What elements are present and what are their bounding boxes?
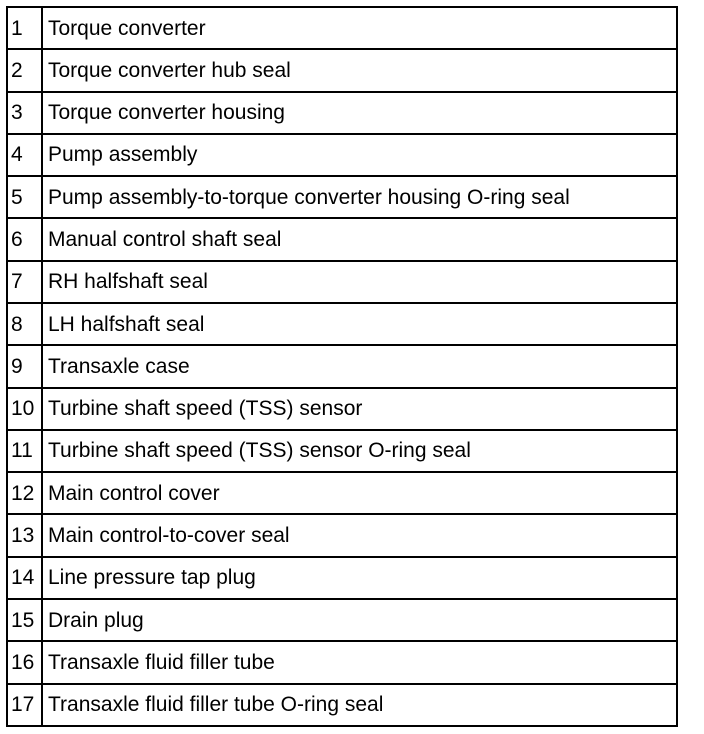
table-row <box>7 514 677 556</box>
item-number: 14 <box>7 557 42 599</box>
table-row <box>7 684 677 727</box>
item-description: Torque converter <box>42 7 677 49</box>
item-description: Torque converter housing <box>42 92 677 134</box>
item-number: 4 <box>7 134 42 176</box>
item-number: 15 <box>7 599 42 641</box>
item-number: 16 <box>7 641 42 683</box>
item-number: 12 <box>7 472 42 514</box>
table-row <box>7 345 677 387</box>
item-description: Main control cover <box>42 472 677 514</box>
item-description: LH halfshaft seal <box>42 303 677 345</box>
item-description: Transaxle fluid filler tube <box>42 641 677 683</box>
item-description: Pump assembly <box>42 134 677 176</box>
item-number: 8 <box>7 303 42 345</box>
table-row <box>7 218 677 260</box>
table-row <box>7 303 677 345</box>
item-number: 1 <box>7 7 42 49</box>
item-description: Pump assembly-to-torque converter housing O-ring seal <box>42 176 677 218</box>
item-description: Turbine shaft speed (TSS) sensor <box>42 388 677 430</box>
item-description: Transaxle fluid filler tube O-ring seal <box>42 684 677 727</box>
item-number: 11 <box>7 430 42 472</box>
item-number: 17 <box>7 684 42 727</box>
item-description: Manual control shaft seal <box>42 218 677 260</box>
item-number: 5 <box>7 176 42 218</box>
parts-legend-body <box>7 7 677 726</box>
table-row <box>7 49 677 91</box>
table-row <box>7 599 677 641</box>
table-row <box>7 472 677 514</box>
table-row <box>7 176 677 218</box>
table-row <box>7 134 677 176</box>
item-number: 2 <box>7 49 42 91</box>
item-number: 6 <box>7 218 42 260</box>
table-row <box>7 641 677 683</box>
item-description: Line pressure tap plug <box>42 557 677 599</box>
item-number: 10 <box>7 388 42 430</box>
parts-legend-table <box>6 6 678 727</box>
item-number: 3 <box>7 92 42 134</box>
table-row <box>7 430 677 472</box>
table-row <box>7 388 677 430</box>
item-description: Turbine shaft speed (TSS) sensor O-ring seal <box>42 430 677 472</box>
table-row <box>7 92 677 134</box>
item-description: Drain plug <box>42 599 677 641</box>
table-row <box>7 261 677 303</box>
table-row <box>7 7 677 49</box>
item-description: RH halfshaft seal <box>42 261 677 303</box>
item-number: 13 <box>7 514 42 556</box>
item-number: 7 <box>7 261 42 303</box>
item-description: Torque converter hub seal <box>42 49 677 91</box>
item-description: Main control-to-cover seal <box>42 514 677 556</box>
item-description: Transaxle case <box>42 345 677 387</box>
table-row <box>7 557 677 599</box>
item-number: 9 <box>7 345 42 387</box>
